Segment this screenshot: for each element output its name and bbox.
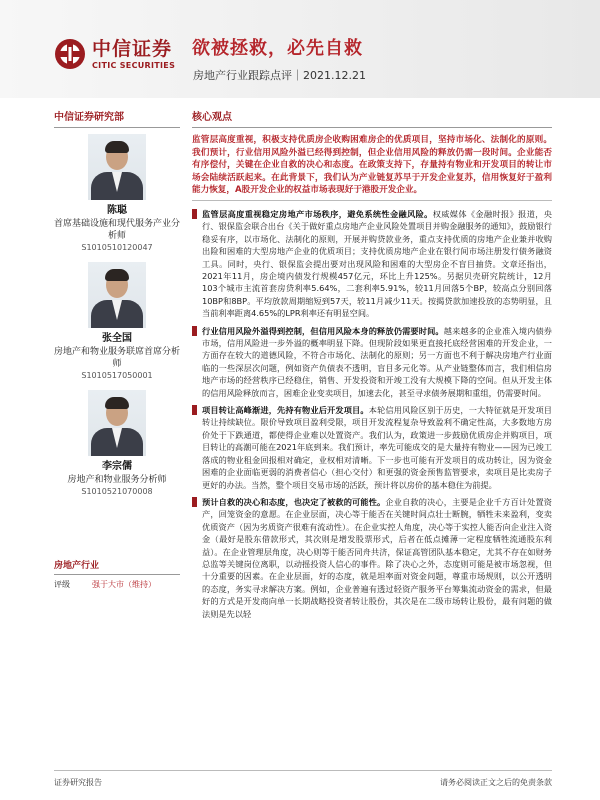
paragraph-lead: 预计自救的决心和态度，也决定了被救的可能性。: [202, 496, 386, 507]
analyst-card: [54, 134, 180, 254]
analyst-card: [54, 262, 180, 382]
footer-left: 证券研究报告: [54, 778, 102, 787]
paragraph-lead: 监管层高度重视稳定房地产市场秩序，避免系统性金融风险。: [202, 208, 433, 219]
analyst-photo: [88, 134, 146, 200]
analyst-role: 首席基础设施和现代服务产业分析师: [54, 219, 181, 241]
report-title: 欲被拯救，必先自救: [192, 38, 363, 59]
analyst-photo: [88, 262, 146, 328]
summary-text: 监管层高度重视，积极支持优质房企收购困难房企的优质项目，坚持市场化、法制化的原则。我们预计，行业信用风险外溢已经得到控制，但企业信用风险的释放仍需一段时间。企业能否有序偿付，关键在企业自救的决心和态度。在政策支持下，存量持有物业和开发项目的转让市场会陆续活跃起来。在此背景下，我们认为产业链复苏早于开发企业复苏，信用恢复好于盈利能力恢复，A股开发企业的权益市场表现好于港股开发企业。: [192, 134, 552, 201]
analyst-id: S1010517050001: [81, 371, 153, 380]
core-views-column: [192, 108, 552, 625]
research-dept-heading: 中信证券研究部: [54, 108, 180, 128]
analyst-photo: [88, 390, 146, 456]
bullet-marker: [192, 326, 197, 336]
analyst-role: 房地产和物业服务分析师: [67, 475, 167, 485]
paragraph: [192, 325, 552, 399]
paragraph: [192, 208, 552, 320]
bullet-marker: [192, 209, 197, 219]
analyst-card: [54, 390, 180, 498]
bullet-marker: [192, 497, 197, 507]
paragraph-lead: 项目转让高峰渐进，先持有物业后开发项目。: [202, 405, 369, 416]
bullet-marker: [192, 405, 197, 415]
industry-heading: 房地产行业: [54, 558, 180, 575]
analyst-id: S1010521070008: [81, 487, 153, 496]
core-views-heading: 核心观点: [192, 108, 552, 128]
analyst-role: 房地产和物业服务联席首席分析师: [54, 347, 181, 369]
paragraph-body: 企业自救的决心，主要是企业千方百计处置资产，回笼资金的意愿。在企业层面，决心等于能否在关键时间点壮士断腕，牺牲未来盈利，变卖优质资产（因为劣质资产很难有流动性）。在企业实控人角度，决心等于实控人能否向企业注入资金（最好是股东借款形式，其次则是增发股票形式，后者在低点摊薄一定程度牺牲流通股东利益）。在企业管理层角度，决心则等于能否同舟共济，保证高管团队基本稳定，尤其不存在如财务总监等关键岗位离职，以动摇投资人信心的事件。除了决心之外，态度则可能是被市场忽视，但十分重要的因素。在企业层面，好的态度，就是坦率面对资金问题，尊重市场规则，以公开透明的态度，务实寻求解决方案。例如，企业普遍有透过轻资产服务平台筹集流动资金的需求，但最好的方式是开发商向单一长期战略投资者转让股份，其次是在二级市场转让股份，最有问题的做法则是先以轻: [202, 496, 552, 619]
paragraph-body: 权威媒体《金融时报》报道，央行、银保监会联合出台《关于做好重点房地产企业风险处置项目并购金融服务的通知》，鼓励银行稳妥有序，以市场化、法制化的原则，开展并购贷款业务，重点支持优质的房地产企业兼并收购出险和困难的大型房地产企业的优质项目；支持优质房地产企业在银行间市场注册发行债务融资工具。同时，央行、银保监会提出要对出现风险和困难的大型房企不盲目抽贷。文章还指出，2021年11月，房企境内债发行规模457亿元，环比上升125%。另据贝壳研究院统计，12月103个城市主流首套房贷利率5.64%，二套利率5.91%，较11月回落5个BP，较高点分别回落10BP和8BP。平均放款周期缩短到57天，较11月减少11天。按揭贷款加速投放的态势明显，且当前利率距离4.65%的LPR利率还有明显空间。: [202, 208, 552, 319]
logo-english: CITIC SECURITIES: [92, 60, 176, 70]
paragraph: [192, 496, 552, 620]
footer-disclaimer: 请务必阅读正文之后的免责条款: [440, 778, 552, 787]
citic-logo: [54, 38, 175, 70]
industry-rating: [54, 558, 180, 590]
report-subtitle: 房地产行业跟踪点评｜2021.12.21: [193, 69, 366, 82]
paragraph: [192, 404, 552, 491]
rating-value: 强于大市（维持）: [92, 580, 156, 589]
analyst-name: 陈聪: [107, 205, 127, 216]
citic-logo-icon: [54, 38, 86, 70]
page-footer: [54, 770, 552, 788]
paragraph-lead: 行业信用风险外溢得到控制，但信用风险本身的释放仍需要时间。: [202, 325, 444, 336]
analyst-id: S1010510120047: [81, 243, 153, 252]
paragraph-body: 本轮信用风险区别于历史，一大特征就是开发项目转让持续缺位。限价导致项目盈利受限，项目开发流程复杂导致盈利不确定性高，大多数地方房价处于下跌通道，都使得企业难以处置资产。我们认为，政策进一步鼓励优质房企并购项目，项目转让的高潮可能在2021年底到来。我们预计，率先可能成交的是大量持有物业——因为已竣工落成的物业租金回报相对确定，业权相对清晰。下一步也可能有开发项目的成功转让，因为资金困难的企业面临更弱的消费者信心（担心交付）和更强的资金预售监管要求，卖项目是比卖房子更好的办法。当然，整个项目交易市场的活跃，预计将以房价的基本稳住为前提。: [202, 405, 552, 490]
rating-key: 评级: [54, 580, 70, 589]
analyst-name: 张全国: [102, 333, 132, 344]
paragraph-body: 越来越多的企业准入境内债券市场，信用风险进一步外溢的概率明显下降。但现阶段如果更直接托底经营困难的开发企业，一方面存在较大的道德风险，不符合市场化、法制化的原则；另一方面也不利于解决房地产行业面临的一些深层次问题，例如资产负债表不透明，盲目多元化等。从产业链整体而言，我们相信房地产市场的经营秩序已经稳住，销售、开发投资和开竣工没有大规模下降的空间。但从开发主体的信用风险释放而言，困难企业变卖项目，加速去化，甚至寻求债务展期和重组，仍需要时间。: [202, 325, 552, 398]
analyst-column: [54, 108, 180, 506]
logo-chinese: 中信证券: [92, 37, 173, 60]
analyst-name: 李宗儒: [102, 461, 132, 472]
